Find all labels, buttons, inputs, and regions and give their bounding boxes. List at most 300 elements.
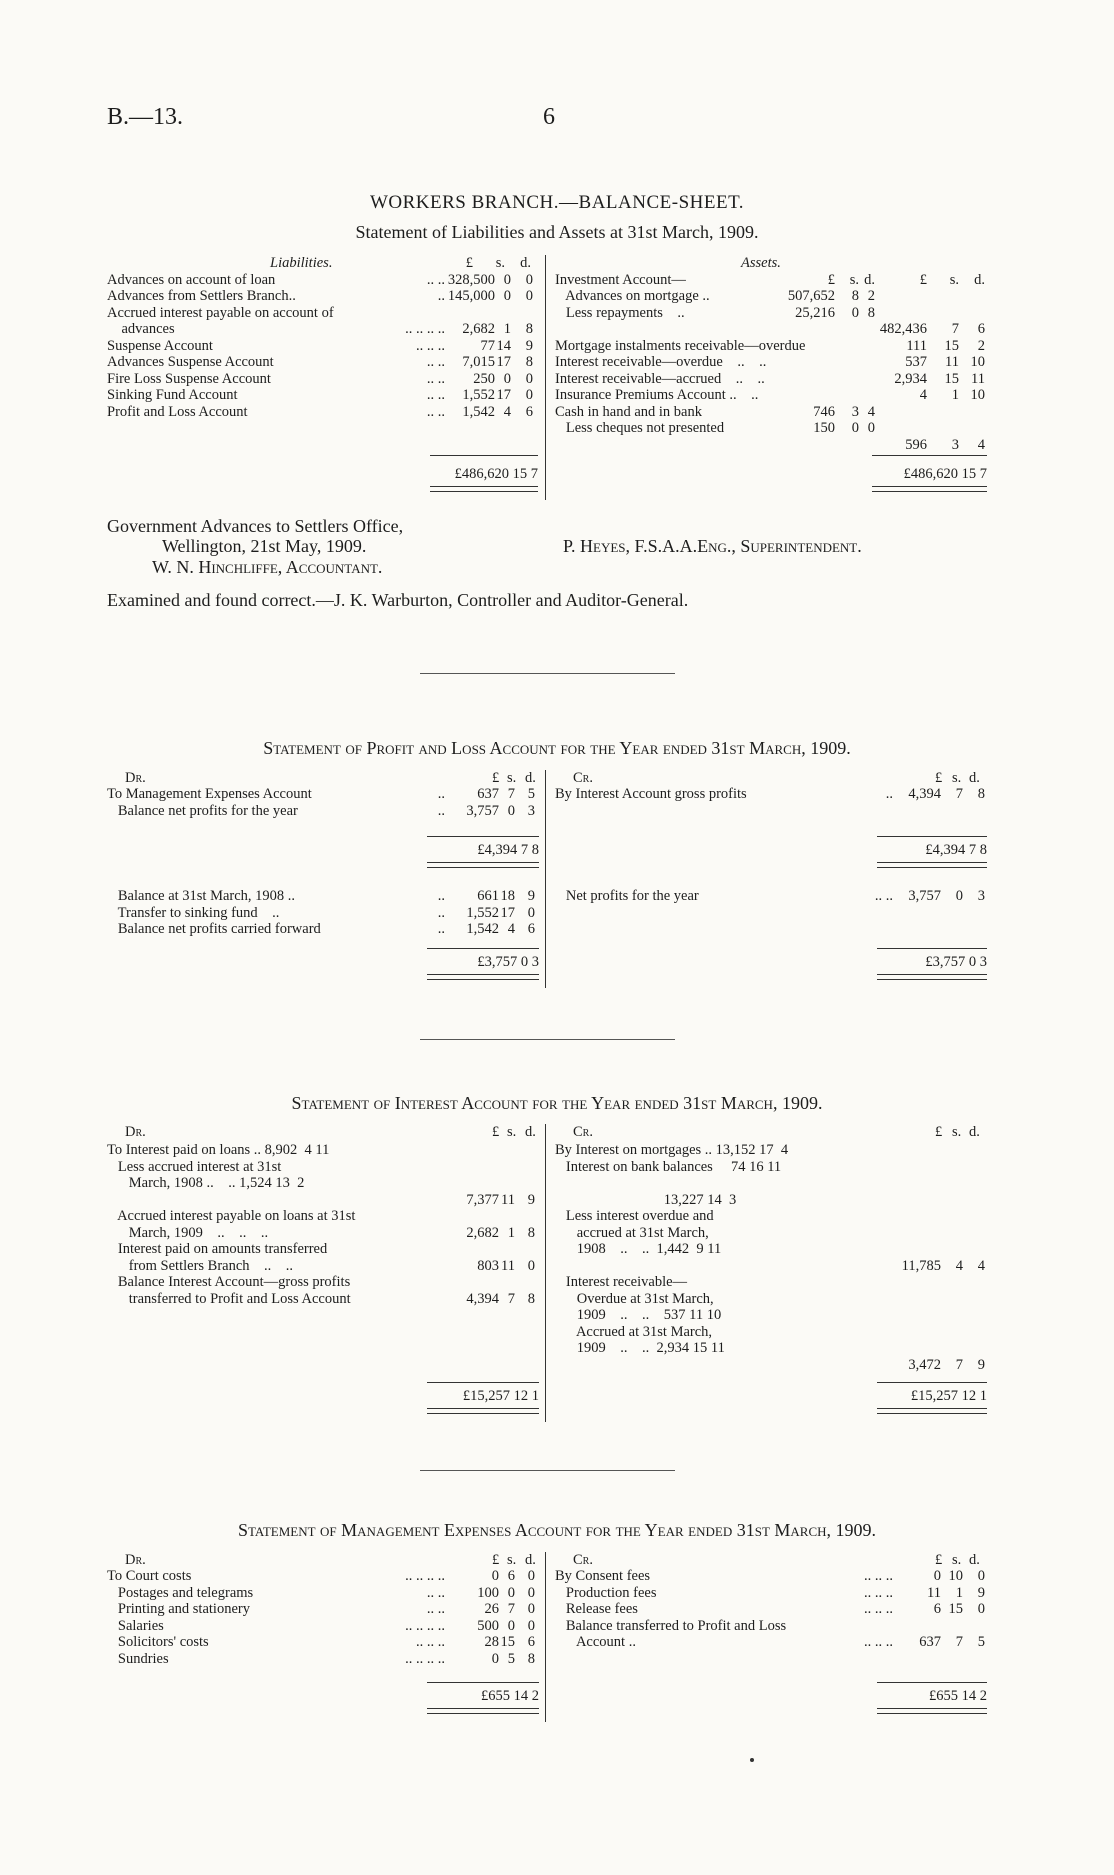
leader-dots: ..	[437, 802, 445, 819]
row-label: 1908 .. .. 1,442 9 11	[555, 1241, 722, 1257]
leader-dots: ..	[437, 786, 445, 802]
pounds: 596	[905, 436, 927, 453]
ledger-row	[107, 1175, 539, 1192]
leader-dots: .. ..	[874, 888, 893, 904]
pounds: 100	[477, 1584, 499, 1601]
left-currency-heading: d.	[525, 1124, 536, 1140]
pence: 8	[527, 1650, 535, 1667]
right-currency-heading: d.	[969, 770, 980, 786]
interest-title: Statement of Interest Account for the Year ended 31st March, 1909.	[291, 1093, 823, 1113]
ledger-row	[555, 1142, 987, 1159]
pence: 6	[977, 321, 985, 337]
right-total: £655 14 2	[929, 1688, 987, 1704]
ledger-row	[107, 905, 539, 922]
leader-dots: ..	[437, 921, 445, 937]
sub-pounds: 150	[813, 420, 835, 436]
ledger-row	[107, 1291, 539, 1308]
right-total: £15,257 12 1	[910, 1388, 987, 1404]
shillings: 11	[501, 1257, 515, 1274]
row-label: Balance net profits for the year	[107, 802, 298, 819]
pence: 11	[971, 370, 985, 387]
leader-dots: .. ..	[426, 387, 445, 403]
sub-pence: 0	[867, 420, 875, 436]
assets-total-rule	[872, 455, 987, 456]
pounds: 4	[919, 387, 927, 403]
ledger-row	[107, 1634, 539, 1651]
ledger-row	[107, 1258, 539, 1275]
leader-dots: .. ..	[426, 354, 445, 370]
shillings: 18	[500, 888, 515, 904]
pence: 0	[527, 1601, 535, 1617]
shillings: 6	[507, 1568, 515, 1584]
left-total-rule	[427, 1682, 539, 1683]
sub-pounds: 25,216	[795, 304, 835, 321]
leader-dots: ..	[437, 904, 445, 921]
pounds: 1,542	[466, 921, 499, 937]
section-divider	[420, 673, 675, 674]
row-label: Investment Account—	[555, 271, 686, 288]
row-label: Insurance Premiums Account .. ..	[555, 387, 759, 403]
shillings: 17	[500, 904, 515, 921]
row-label: accrued at 31st March,	[555, 1224, 709, 1241]
row-label: Interest receivable—accrued .. ..	[555, 370, 765, 387]
left-currency-heading: s.	[507, 770, 517, 786]
row-label: By Consent fees	[555, 1568, 651, 1584]
ledger-row	[555, 404, 987, 421]
sub-pounds: 507,652	[787, 288, 835, 304]
management-table	[107, 1552, 987, 1722]
pence: 0	[527, 1584, 535, 1601]
pounds: 28	[484, 1634, 499, 1650]
pounds: 637	[919, 1634, 941, 1650]
left-currency-heading: s.	[507, 1552, 517, 1568]
leader-dots: .. .. .. ..	[405, 321, 445, 337]
shillings: 11	[945, 354, 959, 370]
pence: 0	[977, 1568, 985, 1584]
ledger-row	[107, 1568, 539, 1585]
left-currency-heading: s.	[507, 1124, 517, 1140]
ledger-row	[107, 338, 539, 355]
ledger-row	[555, 888, 987, 905]
row-label: 1909 .. .. 537 11 10	[555, 1307, 722, 1323]
left-double-rule	[427, 1408, 539, 1414]
pence: 6	[527, 1634, 535, 1650]
left-currency-heading: £	[492, 770, 500, 786]
shillings: 4	[507, 921, 515, 937]
left-total-rule	[427, 1382, 539, 1383]
ledger-row	[107, 1651, 539, 1668]
row-label: advances	[107, 321, 175, 337]
shillings: 0	[507, 1617, 515, 1634]
pence: 0	[527, 1568, 535, 1584]
leader-dots: ..	[437, 888, 445, 904]
leader-dots: .. .. ..	[864, 1584, 893, 1601]
ledger-row	[107, 371, 539, 388]
ledger-row	[555, 338, 987, 355]
assets-total: £486,620 15 7	[903, 466, 987, 482]
ledger-row	[555, 1159, 987, 1176]
shillings: 7	[507, 1601, 515, 1617]
pounds: 4,394	[908, 786, 941, 802]
row-label: By Interest on mortgages .. 13,152 17 4	[555, 1142, 789, 1158]
pounds: 1,552	[462, 387, 495, 403]
ledger-row	[555, 1340, 987, 1357]
shillings: 0	[503, 288, 511, 304]
pounds: 3,757	[908, 888, 941, 904]
ledger-row	[555, 305, 987, 322]
ledger-row	[107, 354, 539, 371]
pounds: 77	[480, 337, 495, 354]
pounds: 0	[933, 1568, 941, 1584]
pounds: 3,757	[466, 802, 499, 819]
ledger-row	[555, 1601, 987, 1618]
ledger-row	[555, 321, 987, 338]
right-double-rule	[877, 1408, 987, 1414]
ledger-row	[107, 404, 539, 421]
ledger-row	[107, 1274, 539, 1291]
accountant-signature: W. N. Hinchliffe, Accountant.	[152, 557, 383, 577]
right-currency-heading: £	[935, 1124, 943, 1140]
pence: 5	[527, 786, 535, 802]
pounds: 500	[477, 1617, 499, 1634]
ledger-row	[555, 1274, 987, 1291]
right-currency-heading: s.	[952, 1552, 962, 1568]
row-label: Cash in hand and in bank	[555, 403, 702, 420]
assets-double-rule	[872, 486, 987, 492]
interest-table	[107, 1124, 987, 1422]
balance-sheet-subtitle: Statement of Liabilities and Assets at 31st March, 1909.	[355, 222, 759, 242]
shillings: 15	[944, 337, 959, 354]
ledger-row	[107, 387, 539, 404]
right-total-rule	[877, 948, 987, 949]
ledger-row	[107, 921, 539, 938]
shillings: 0	[955, 888, 963, 904]
row-label: March, 1909 .. .. ..	[107, 1224, 269, 1241]
ledger-row	[555, 1357, 987, 1374]
pence: 3	[977, 888, 985, 904]
pounds: 1,542	[462, 403, 495, 420]
right-double-rule	[877, 862, 987, 868]
pence: 0	[525, 288, 533, 304]
shillings: 15	[948, 1601, 963, 1617]
shillings: 15	[500, 1634, 515, 1650]
audit-statement: Examined and found correct.—J. K. Warburton, Controller and Auditor-General.	[107, 590, 689, 610]
shillings: 1	[955, 1584, 963, 1601]
pence: 4	[977, 1257, 985, 1274]
row-label: Mortgage instalments receivable—overdue	[555, 337, 806, 354]
pence: 0	[527, 904, 535, 921]
sub-pence: 8	[867, 304, 875, 321]
ledger-row	[555, 288, 987, 305]
shillings: 1	[503, 321, 511, 337]
shillings: 0	[507, 1584, 515, 1601]
ledger-row	[555, 437, 987, 454]
sub-shillings: s.	[849, 271, 859, 288]
sub-shillings: 3	[851, 403, 859, 420]
right-currency-heading: d.	[969, 1124, 980, 1140]
ledger-row	[107, 786, 539, 803]
sub-shillings: 0	[851, 304, 859, 321]
right-currency-heading: £	[935, 1552, 943, 1568]
shillings: 7	[951, 321, 959, 337]
leader-dots: .. .. ..	[864, 1601, 893, 1617]
shillings: 4	[955, 1257, 963, 1274]
row-label: To Management Expenses Account	[107, 786, 312, 802]
leader-dots: .. ..	[426, 1584, 445, 1601]
ledger-row	[555, 1225, 987, 1242]
shillings: 1	[951, 387, 959, 403]
ledger-row	[107, 272, 539, 289]
pence: 10	[970, 387, 985, 403]
sub-shillings: 0	[851, 420, 859, 436]
pounds: £	[919, 271, 927, 288]
pence: 4	[977, 436, 985, 453]
shillings: 3	[951, 436, 959, 453]
shillings: 7	[955, 786, 963, 802]
ledger-row	[555, 1307, 987, 1324]
column-divider	[545, 770, 546, 988]
ledger-row	[555, 1324, 987, 1341]
ledger-row	[107, 321, 539, 338]
row-label: Fire Loss Suspense Account	[107, 370, 271, 387]
left-currency-heading: £	[492, 1124, 500, 1140]
liabilities-total: £486,620 15 7	[454, 466, 538, 482]
ledger-row	[555, 387, 987, 404]
pence: 0	[525, 271, 533, 288]
balance-sheet-title: WORKERS BRANCH.—BALANCE-SHEET.	[369, 192, 745, 213]
shillings: 14	[496, 337, 511, 354]
row-label: Sundries	[107, 1650, 169, 1667]
right-total-rule	[877, 1382, 987, 1383]
left-double-rule	[427, 1708, 539, 1714]
row-label: To Interest paid on loans .. 8,902 4 11	[107, 1142, 330, 1158]
left-total-rule	[427, 836, 539, 837]
leader-dots: .. .. ..	[864, 1568, 893, 1584]
management-title: Statement of Management Expenses Account for the Year ended 31st March, 1909.	[237, 1520, 877, 1540]
profit-loss-title: Statement of Profit and Loss Account for the Year ended 31st March, 1909.	[263, 738, 851, 758]
row-label: Balance Interest Account—gross profits	[107, 1274, 351, 1290]
pounds: 11	[927, 1584, 941, 1601]
row-label: By Interest Account gross profits	[555, 786, 747, 802]
liabilities-double-rule	[430, 486, 538, 492]
left-currency-heading: d.	[525, 770, 536, 786]
office-address: Government Advances to Settlers Office,	[107, 516, 404, 536]
leader-dots: ..	[885, 786, 893, 802]
shillings: 7	[507, 1290, 515, 1307]
ledger-row	[555, 1634, 987, 1651]
column-divider	[545, 1124, 546, 1422]
pence: 0	[525, 370, 533, 387]
ledger-row	[107, 1618, 539, 1635]
ledger-row	[107, 1585, 539, 1602]
pence: 9	[525, 337, 533, 354]
shillings: 7	[507, 786, 515, 802]
profit-loss-table	[107, 770, 987, 988]
shillings: 17	[496, 354, 511, 370]
right-double-rule	[877, 1708, 987, 1714]
right-currency-heading: s.	[952, 1124, 962, 1140]
row-label: Less interest overdue and	[555, 1208, 714, 1224]
pounds: 482,436	[879, 321, 927, 337]
leader-dots: .. ..	[426, 271, 445, 288]
row-label: Account ..	[555, 1634, 636, 1650]
right-total-rule	[877, 1682, 987, 1683]
pounds: 328,500	[447, 271, 495, 288]
pounds: 111	[906, 337, 927, 354]
page-number: 6	[543, 104, 555, 130]
left-total-rule	[427, 948, 539, 949]
leader-dots: .. .. .. ..	[405, 1617, 445, 1634]
leader-dots: .. .. .. ..	[405, 1650, 445, 1667]
shillings: 10	[948, 1568, 963, 1584]
ledger-row	[555, 786, 987, 803]
row-label: Net profits for the year	[555, 888, 699, 904]
row-label: Salaries	[107, 1617, 164, 1634]
row-label: To Court costs	[107, 1568, 192, 1584]
row-label: March, 1908 .. .. 1,524 13 2	[107, 1175, 305, 1191]
pence: 0	[527, 1257, 535, 1274]
row-label: Accrued interest payable on account of	[107, 304, 334, 321]
left-total: £655 14 2	[481, 1688, 539, 1704]
cr-heading: Cr.	[573, 1124, 593, 1140]
ledger-row	[555, 1241, 987, 1258]
liabilities-heading: Liabilities.	[270, 255, 333, 271]
shilling-heading: s.	[495, 255, 505, 271]
row-label: Less accrued interest at 31st	[107, 1158, 282, 1175]
row-label: Interest on bank balances 74 16 11	[555, 1158, 782, 1175]
row-label: Production fees	[555, 1584, 657, 1601]
pounds: 803	[477, 1257, 499, 1274]
shillings: 15	[944, 370, 959, 387]
right-total-rule	[877, 836, 987, 837]
pence: 6	[525, 403, 533, 420]
pence: 6	[527, 921, 535, 937]
row-label: Advances Suspense Account	[107, 354, 274, 370]
leader-dots: ..	[437, 288, 445, 304]
pounds: 2,682	[462, 321, 495, 337]
pence: 10	[970, 354, 985, 370]
ledger-row	[107, 803, 539, 820]
row-label: Profit and Loss Account	[107, 403, 248, 420]
pence: d.	[974, 271, 985, 288]
pounds: 7,377	[466, 1191, 499, 1208]
left-total: £4,394 7 8	[477, 842, 539, 858]
pence: 9	[527, 1191, 535, 1208]
shillings: 7	[955, 1634, 963, 1650]
shillings: 0	[503, 271, 511, 288]
pounds: 2,934	[894, 370, 927, 387]
shillings: 4	[503, 403, 511, 420]
row-label: Advances from Settlers Branch..	[107, 288, 296, 304]
ledger-row	[555, 272, 987, 289]
row-label: Advances on account of loan	[107, 271, 276, 288]
right-currency-heading: d.	[969, 1552, 980, 1568]
sub-pounds: 746	[813, 403, 835, 420]
pounds: 11,785	[901, 1257, 941, 1274]
shillings: s.	[949, 271, 959, 288]
shillings: 11	[501, 1191, 515, 1208]
ledger-row	[555, 1175, 987, 1192]
ledger-row	[107, 305, 539, 322]
pounds: 2,682	[466, 1224, 499, 1241]
row-label: Balance transferred to Profit and Loss	[555, 1617, 787, 1634]
leader-dots: .. ..	[426, 1601, 445, 1617]
row-label: Printing and stationery	[107, 1601, 250, 1617]
shillings: 7	[955, 1356, 963, 1373]
row-label: Sinking Fund Account	[107, 387, 238, 403]
row-label: Accrued interest payable on loans at 31st	[107, 1208, 356, 1224]
shillings: 5	[507, 1650, 515, 1667]
place-date: Wellington, 21st May, 1909.	[162, 536, 367, 556]
pounds: 7,015	[462, 354, 495, 370]
pence: 2	[977, 337, 985, 354]
row-label: Postages and telegrams	[107, 1584, 254, 1601]
left-total: £3,757 0 3	[477, 954, 539, 970]
pence: 9	[977, 1584, 985, 1601]
pence: 0	[525, 387, 533, 403]
leader-dots: .. .. ..	[864, 1634, 893, 1650]
pence: 8	[525, 321, 533, 337]
row-label: Balance net profits carried forward	[107, 921, 321, 937]
ledger-row	[107, 1159, 539, 1176]
row-label: from Settlers Branch .. ..	[107, 1257, 294, 1274]
pence: 3	[527, 802, 535, 819]
pounds: 637	[477, 786, 499, 802]
ink-dot	[750, 1758, 754, 1762]
pounds: 250	[473, 370, 495, 387]
row-label: Less repayments ..	[555, 304, 685, 321]
liabilities-total-rule	[430, 455, 538, 456]
ledger-row	[555, 1258, 987, 1275]
row-label: 13,227 14 3	[555, 1191, 737, 1208]
leader-dots: .. .. ..	[416, 337, 445, 354]
shillings: 0	[503, 370, 511, 387]
row-label: Transfer to sinking fund ..	[107, 904, 280, 921]
ledger-row	[555, 371, 987, 388]
shillings: 17	[496, 387, 511, 403]
sub-pounds: £	[827, 271, 835, 288]
pounds: 6	[933, 1601, 941, 1617]
ledger-row	[555, 1291, 987, 1308]
pence-heading: d.	[520, 255, 531, 271]
row-label: Accrued at 31st March,	[555, 1323, 713, 1340]
pounds: 0	[491, 1650, 499, 1667]
row-label: Interest paid on amounts transferred	[107, 1241, 328, 1257]
pence: 9	[977, 1356, 985, 1373]
ledger-row	[107, 288, 539, 305]
assets-list	[555, 272, 987, 454]
leader-dots: .. ..	[426, 370, 445, 387]
ledger-row	[107, 1192, 539, 1209]
leader-dots: .. .. ..	[416, 1634, 445, 1650]
pounds: 26	[484, 1601, 499, 1617]
row-label: Advances on mortgage ..	[555, 288, 710, 304]
pounds: 3,472	[908, 1356, 941, 1373]
row-label: Overdue at 31st March,	[555, 1290, 714, 1307]
row-label: Solicitors' costs	[107, 1634, 209, 1650]
leader-dots: .. .. .. ..	[405, 1568, 445, 1584]
ledger-row	[555, 354, 987, 371]
superintendent-signature: P. Heyes, F.S.A.A.Eng., Superintendent.	[563, 536, 862, 556]
pounds: 4,394	[466, 1290, 499, 1307]
ledger-row	[107, 1241, 539, 1258]
sub-pence: 4	[867, 403, 875, 420]
row-label: Suspense Account	[107, 337, 213, 354]
dr-heading: Dr.	[125, 1124, 146, 1140]
section-divider	[420, 1470, 675, 1471]
cr-heading: Cr.	[573, 770, 593, 786]
left-double-rule	[427, 862, 539, 868]
